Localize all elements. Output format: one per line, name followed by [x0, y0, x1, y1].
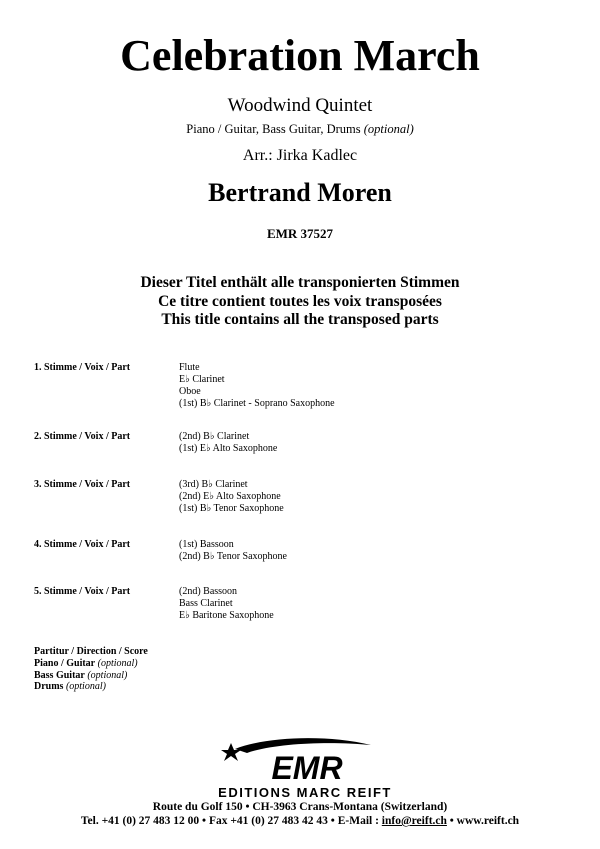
- instrument-item: (1st) Bassoon: [179, 539, 234, 550]
- publisher-contact: [0, 814, 600, 828]
- drums-label: Drums: [34, 681, 64, 693]
- additional-parts: [34, 646, 148, 693]
- instrument-item: (2nd) E♭ Alto Saxophone: [179, 491, 281, 502]
- instrument-item: Oboe: [179, 386, 201, 397]
- instrument-list: [179, 362, 335, 410]
- instrument-item: (3rd) B♭ Clarinet: [179, 479, 248, 490]
- instrument-item: Flute: [179, 362, 200, 373]
- drums-line: [34, 681, 148, 693]
- piano-optional: (optional): [97, 657, 138, 669]
- subtitle: Woodwind Quintet: [227, 95, 373, 116]
- instrument-list: [179, 479, 284, 515]
- part-label: 5. Stimme / Voix / Part: [34, 586, 131, 597]
- arranger: Arr.: Jirka Kadlec: [242, 147, 358, 164]
- bass-label: Bass Guitar: [34, 669, 85, 681]
- logo-emr-text: EMR: [271, 750, 343, 786]
- instrument-item: (1st) E♭ Alto Saxophone: [179, 443, 278, 454]
- instrument-item: (2nd) Bassoon: [179, 586, 238, 597]
- instrument-item: (1st) B♭ Tenor Saxophone: [179, 503, 284, 514]
- notice-english: This title contains all the transposed parts: [161, 311, 439, 328]
- instrument-item: (2nd) B♭ Tenor Saxophone: [179, 551, 287, 562]
- notice-german: Dieser Titel enthält alle transponierten Stimmen: [140, 274, 460, 291]
- emr-logo: [195, 735, 415, 805]
- part-label: 1. Stimme / Voix / Part: [34, 362, 131, 373]
- email-link[interactable]: info@reift.ch: [381, 815, 447, 827]
- part-label: 3. Stimme / Voix / Part: [34, 479, 131, 490]
- bass-line: [34, 670, 148, 682]
- contact-prefix: Tel. +41 (0) 27 483 12 00 • Fax +41 (0) 27 483 42 43 • E-Mail :: [80, 815, 382, 827]
- instrument-item: E♭ Clarinet: [179, 374, 225, 385]
- drums-optional: (optional): [65, 681, 106, 693]
- instrument-item: E♭ Baritone Saxophone: [179, 610, 274, 621]
- contact-suffix: • www.reift.ch: [446, 815, 520, 827]
- instrument-list: [179, 431, 277, 455]
- instrumentation-line: [0, 121, 600, 137]
- page-title: Celebration March: [120, 31, 480, 80]
- transposition-notice: [0, 274, 600, 330]
- composer: Bertrand Moren: [208, 178, 392, 207]
- part-label: 4. Stimme / Voix / Part: [34, 539, 131, 550]
- instrument-item: (2nd) B♭ Clarinet: [179, 431, 250, 442]
- instrument-item: (1st) B♭ Clarinet - Soprano Saxophone: [179, 398, 335, 409]
- bass-optional: (optional): [87, 669, 128, 681]
- part-label: 2. Stimme / Voix / Part: [34, 431, 131, 442]
- instrument-list: [179, 586, 274, 622]
- instrumentation-optional: (optional): [363, 122, 414, 136]
- logo-publisher-name: EDITIONS MARC REIFT: [218, 785, 392, 800]
- catalog-number: EMR 37527: [266, 226, 334, 241]
- piano-line: [34, 658, 148, 670]
- score-label: Partitur / Direction / Score: [34, 646, 148, 657]
- publisher-address: Route du Golf 150 • CH-3963 Crans-Montana (Switzerland): [152, 801, 448, 813]
- piano-label: Piano / Guitar: [34, 657, 96, 669]
- notice-french: Ce titre contient toutes les voix transposées: [158, 292, 442, 310]
- instrument-list: [179, 539, 287, 563]
- instrumentation-text: Piano / Guitar, Bass Guitar, Drums: [186, 122, 361, 136]
- instrument-item: Bass Clarinet: [179, 598, 233, 609]
